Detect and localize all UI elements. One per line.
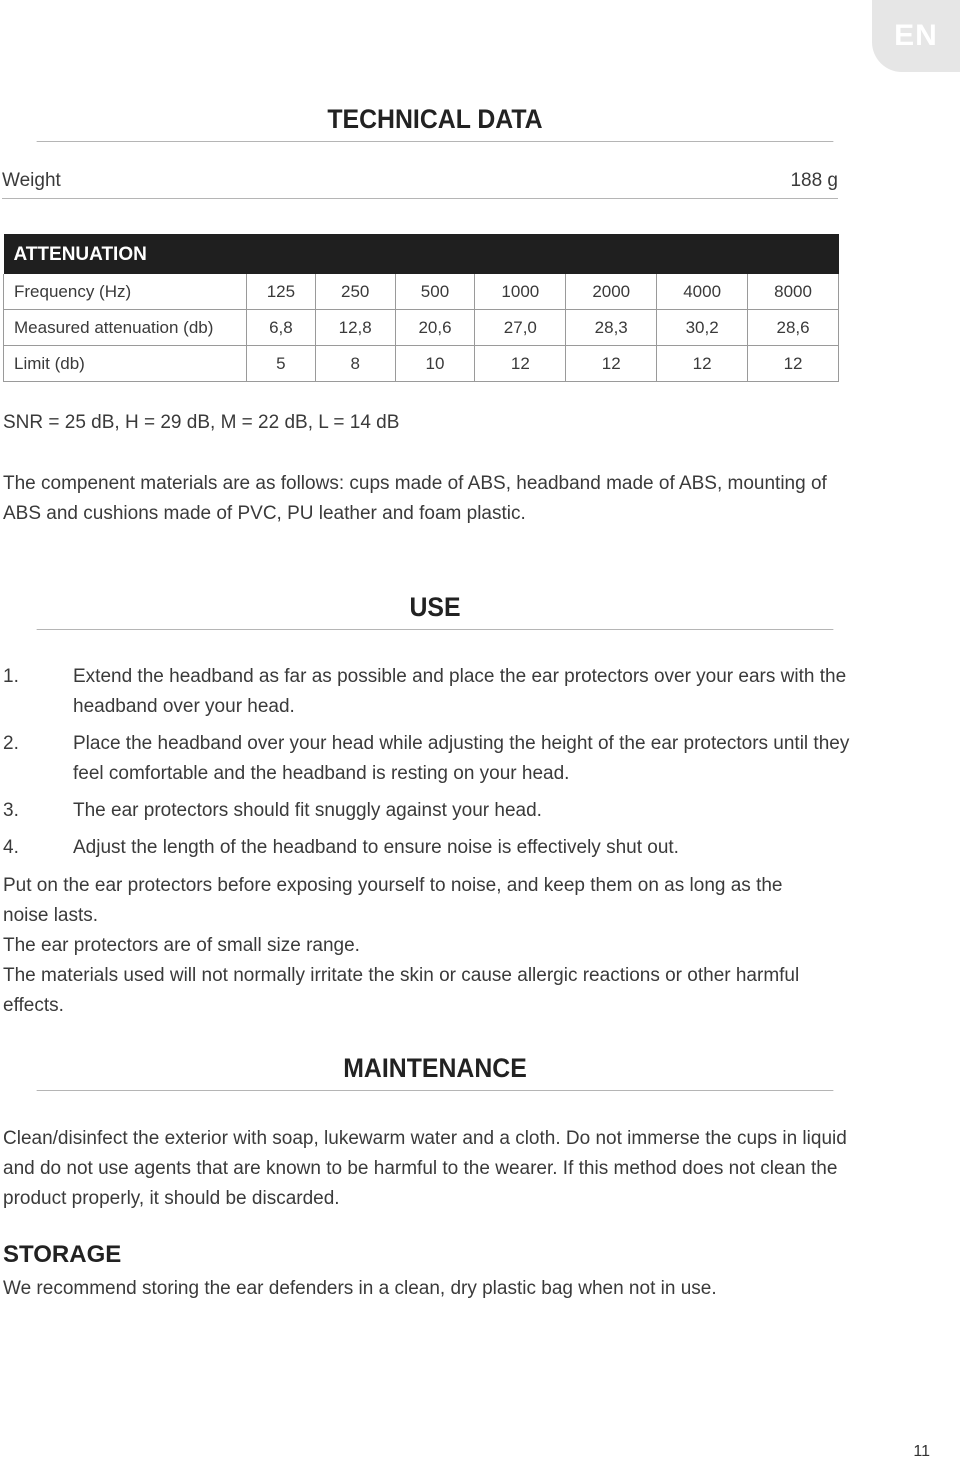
table-cell: 6,8 bbox=[247, 310, 316, 346]
size-text: The ear protectors are of small size range. bbox=[3, 935, 360, 956]
table-cell: 500 bbox=[395, 274, 475, 310]
maintenance-text: Clean/disinfect the exterior with soap, lukewarm water and a cloth. Do not immerse the cups in liquid and do not use agents that are known to be harmful to the wearer. If this method does not clean the product properly, it should be discarded. bbox=[3, 1128, 847, 1209]
table-cell: 10 bbox=[395, 346, 475, 382]
storage-text: We recommend storing the ear defenders in a clean, dry plastic bag when not in use. bbox=[3, 1278, 717, 1299]
step-text: Adjust the length of the headband to ensure noise is effectively shut out. bbox=[73, 837, 679, 858]
table-cell: 12 bbox=[657, 346, 748, 382]
table-cell: 250 bbox=[315, 274, 395, 310]
irritation-text: The materials used will not normally irritate the skin or cause allergic reactions or other harmful effects. bbox=[3, 965, 800, 1016]
attenuation-heading: ATTENUATION bbox=[4, 234, 839, 274]
table-cell: 20,6 bbox=[395, 310, 475, 346]
step-number: 1. bbox=[3, 666, 19, 687]
table-cell: 28,3 bbox=[566, 310, 657, 346]
list-item bbox=[3, 833, 873, 863]
row-label: Limit (db) bbox=[4, 346, 247, 382]
page-number: 11 bbox=[913, 1443, 930, 1460]
step-text: Extend the headband as far as possible and place the ear protectors over your ears with the headband over your head. bbox=[73, 666, 847, 717]
list-item bbox=[3, 662, 873, 722]
row-label: Frequency (Hz) bbox=[4, 274, 247, 310]
table-cell: 28,6 bbox=[748, 310, 839, 346]
maintenance-heading: MAINTENANCE bbox=[37, 1053, 834, 1091]
list-item bbox=[3, 729, 873, 789]
use-steps-list bbox=[3, 662, 873, 870]
snr-text: SNR = 25 dB, H = 29 dB, M = 22 dB, L = 14 dB bbox=[3, 412, 400, 433]
language-tab: EN bbox=[872, 0, 960, 72]
step-text: The ear protectors should fit snuggly against your head. bbox=[73, 800, 542, 821]
table-cell: 12 bbox=[566, 346, 657, 382]
step-number: 3. bbox=[3, 800, 19, 821]
table-row-frequency bbox=[4, 274, 839, 310]
use-heading: USE bbox=[37, 592, 834, 630]
table-cell: 1000 bbox=[475, 274, 566, 310]
weight-row bbox=[2, 170, 838, 199]
step-text: Place the headband over your head while adjusting the height of the ear protectors until they feel comfortable and the headband is resting on your head. bbox=[73, 733, 850, 784]
table-row-limit bbox=[4, 346, 839, 382]
table-cell: 8000 bbox=[748, 274, 839, 310]
table-cell: 4000 bbox=[657, 274, 748, 310]
table-cell: 30,2 bbox=[657, 310, 748, 346]
put-on-text: Put on the ear protectors before exposing yourself to noise, and keep them on as long as the noise lasts. bbox=[3, 875, 783, 926]
storage-heading: STORAGE bbox=[3, 1241, 122, 1268]
weight-label: Weight bbox=[2, 170, 61, 191]
step-number: 4. bbox=[3, 837, 19, 858]
table-cell: 125 bbox=[247, 274, 316, 310]
list-item bbox=[3, 796, 873, 826]
table-cell: 5 bbox=[247, 346, 316, 382]
step-number: 2. bbox=[3, 733, 19, 754]
table-cell: 12 bbox=[748, 346, 839, 382]
table-cell: 8 bbox=[315, 346, 395, 382]
table-cell: 12,8 bbox=[315, 310, 395, 346]
technical-data-heading: TECHNICAL DATA bbox=[37, 104, 834, 142]
table-row-measured bbox=[4, 310, 839, 346]
materials-text: The compenent materials are as follows: cups made of ABS, headband made of ABS, mounting of ABS and cushions made of PVC, PU leather and foam plastic. bbox=[3, 473, 827, 524]
table-cell: 12 bbox=[475, 346, 566, 382]
weight-value: 188 g bbox=[790, 170, 838, 191]
attenuation-table bbox=[3, 234, 839, 382]
row-label: Measured attenuation (db) bbox=[4, 310, 247, 346]
table-cell: 2000 bbox=[566, 274, 657, 310]
table-cell: 27,0 bbox=[475, 310, 566, 346]
